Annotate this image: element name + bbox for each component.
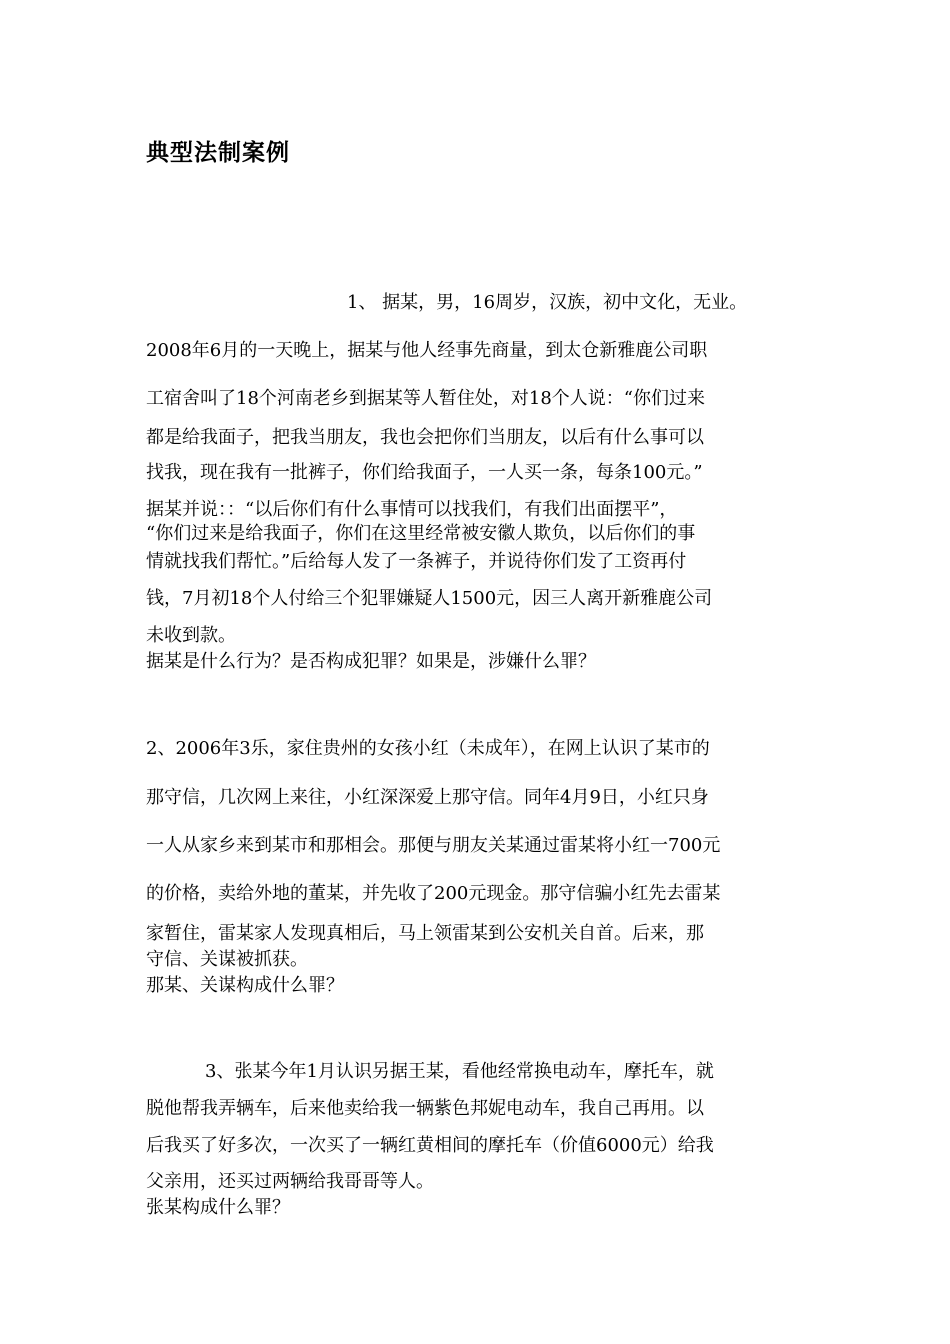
case3-line-2: 脱他帮我弄辆车，后来他卖给我一辆紫色邦妮电动车，我自己再用。以 — [146, 1098, 704, 1119]
case1-line-3: 工宿舍叫了18个河南老乡到据某等人暂住处，对18个人说：“你们过来 — [146, 388, 706, 409]
case1-line-8: 情就找我们帮忙。”后给每人发了一条裤子，并说待你们发了工资再付 — [146, 551, 687, 572]
case2-line-3: 一人从家乡来到某市和那相会。那便与朋友关某通过雷某将小红一700元 — [146, 835, 721, 856]
case2-question: 那某、关谋构成什么罪？ — [146, 975, 344, 996]
case1-line-1: 1、 据某，男，16周岁，汉族，初中文化，无业。 — [347, 292, 748, 313]
case3-line-1: 3、张某今年1月认识另据王某，看他经常换电动车，摩托车，就 — [205, 1061, 714, 1082]
case2-line-2: 那守信，几次网上来往，小红深深爱上那守信。同年4月9日，小红只身 — [146, 787, 709, 808]
case2-line-6: 守信、关谋被抓获。 — [146, 949, 308, 970]
case1-question: 据某是什么行为？是否构成犯罪？如果是，涉嫌什么罪？ — [146, 651, 596, 672]
case1-line-6: 据某并说：：“以后你们有什么事情可以找我们，有我们出面摆平”， — [146, 499, 678, 520]
case2-line-4: 的价格，卖给外地的董某，并先收了200元现金。那守信骗小红先去雷某 — [146, 883, 721, 904]
case2-line-1: 2、2006年3乐，家住贵州的女孩小红（未成年），在网上认识了某市的 — [146, 738, 710, 759]
case1-line-7: “你们过来是给我面子，你们在这里经常被安徽人欺负，以后你们的事 — [146, 523, 696, 544]
case1-line-5: 找我，现在我有一批裤子，你们给我面子，一人买一条，每条100元。” — [146, 462, 703, 483]
case1-line-4: 都是给我面子，把我当朋友，我也会把你们当朋友，以后有什么事可以 — [146, 427, 704, 448]
document-title: 典型法制案例 — [146, 140, 290, 166]
case3-line-4: 父亲用，还买过两辆给我哥哥等人。 — [146, 1171, 434, 1192]
case1-line-10: 未收到款。 — [146, 625, 236, 646]
case1-line-9: 钱，7月初18个人付给三个犯罪嫌疑人1500元，因三人离开新雅鹿公司 — [146, 588, 713, 609]
case3-line-3: 后我买了好多次，一次买了一辆红黄相间的摩托车（价值6000元）给我 — [146, 1135, 714, 1156]
case2-line-5: 家暂住，雷某家人发现真相后，马上领雷某到公安机关自首。后来，那 — [146, 923, 704, 944]
case3-question: 张某构成什么罪？ — [146, 1197, 290, 1218]
case1-line-2: 2008年6月的一天晚上，据某与他人经事先商量，到太仓新雅鹿公司职 — [146, 340, 708, 361]
